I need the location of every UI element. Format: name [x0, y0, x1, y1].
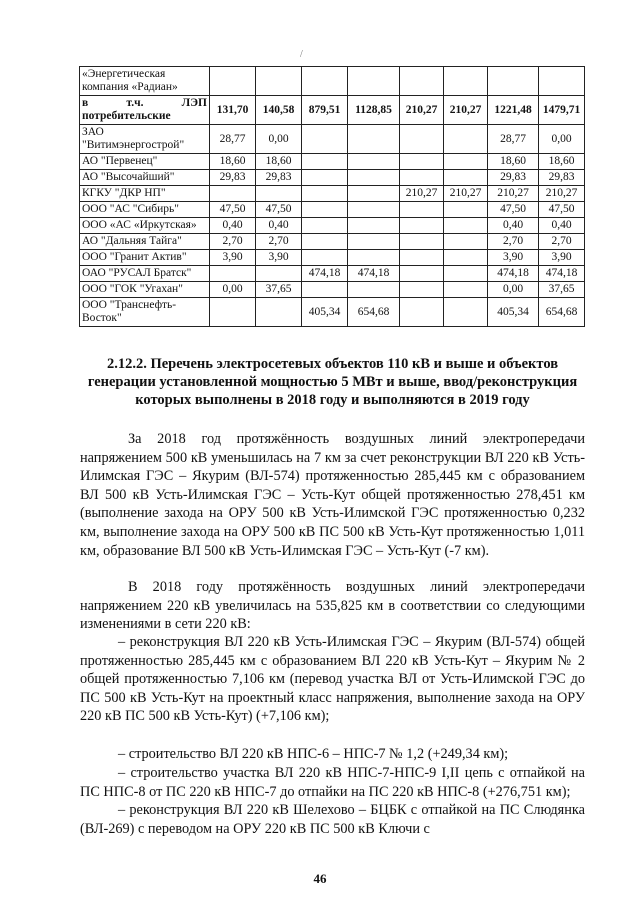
paragraph-220kv: В 2018 году протяжённость воздушных линий электропередачи напряжением 220 кВ увеличилась на 535,825 км в соответствии со следующими изменениями в сети 220 кВ:	[80, 579, 585, 633]
value-cell: 654,68	[348, 298, 400, 327]
value-cell: 474,18	[539, 266, 585, 282]
value-cell: 28,77	[488, 125, 539, 154]
value-cell: 47,50	[210, 202, 256, 218]
value-cell	[444, 266, 488, 282]
value-cell	[488, 67, 539, 96]
value-cell	[444, 202, 488, 218]
value-cell: 37,65	[256, 282, 302, 298]
table-row	[80, 250, 585, 266]
value-cell: 3,90	[488, 250, 539, 266]
value-cell	[444, 250, 488, 266]
value-cell	[348, 154, 400, 170]
value-cell	[210, 298, 256, 327]
value-cell: 210,27	[444, 96, 488, 125]
table-row	[80, 266, 585, 282]
value-cell: 1128,85	[348, 96, 400, 125]
value-cell: 18,60	[539, 154, 585, 170]
value-cell	[210, 186, 256, 202]
value-cell: 474,18	[348, 266, 400, 282]
value-cell: 210,27	[400, 186, 444, 202]
table-row	[80, 67, 585, 96]
organization-name-cell: ООО "Транснефть-Восток"	[80, 298, 210, 327]
value-cell	[348, 186, 400, 202]
value-cell: 18,60	[256, 154, 302, 170]
value-cell	[400, 234, 444, 250]
value-cell: 47,50	[539, 202, 585, 218]
organization-name-cell: ОАО "РУСАЛ Братск"	[80, 266, 210, 282]
value-cell	[302, 218, 348, 234]
value-cell: 0,00	[210, 282, 256, 298]
consumer-lines-table	[79, 66, 585, 327]
value-cell	[348, 67, 400, 96]
value-cell	[256, 186, 302, 202]
value-cell	[400, 67, 444, 96]
organization-name-cell: в т.ч. ЛЭП потребительские	[80, 96, 210, 125]
value-cell: 405,34	[488, 298, 539, 327]
value-cell: 654,68	[539, 298, 585, 327]
table-row	[80, 202, 585, 218]
value-cell: 2,70	[256, 234, 302, 250]
value-cell: 18,60	[210, 154, 256, 170]
table-row	[80, 170, 585, 186]
value-cell: 0,40	[488, 218, 539, 234]
value-cell: 140,58	[256, 96, 302, 125]
section-heading: 2.12.2. Перечень электросетевых объектов 110 кВ и выше и объектов генерации установленной мощностью 5 МВт и выше, ввод/реконструкция которых выполнены в 2018 году и выполняются в 2019 году	[87, 356, 578, 408]
value-cell: 3,90	[539, 250, 585, 266]
organization-name-cell: ООО "ГОК "Угахан"	[80, 282, 210, 298]
value-cell: 210,27	[400, 96, 444, 125]
value-cell	[444, 125, 488, 154]
organization-name-cell: ООО «АС «Иркутская»	[80, 218, 210, 234]
value-cell: 210,27	[488, 186, 539, 202]
organization-name-cell: АО "Высочайший"	[80, 170, 210, 186]
value-cell	[444, 282, 488, 298]
value-cell	[400, 250, 444, 266]
value-cell: 37,65	[539, 282, 585, 298]
value-cell	[302, 125, 348, 154]
paragraph-500kv: За 2018 год протяжённость воздушных линий электропередачи напряжением 500 кВ уменьшилась на 7 км за счет реконструкции ВЛ 220 кВ Усть-Илимская ГЭС – Якурим (ВЛ-574) протяженностью 285,445 км с образованием ВЛ 500 кВ Усть-Илимская ГЭС – Усть-Кут общей протяженностью 278,451 км (выполнение захода на ОРУ 500 кВ Усть-Илимской ГЭС протяженностью 0,232 км, выполнение захода на ОРУ 500 кВ ПС 500 кВ Усть-Кут протяженностью 1,011 км, образование ВЛ 500 кВ Усть-Илимская ГЭС – Усть-Кут (-7 км).	[80, 431, 585, 559]
value-cell	[444, 154, 488, 170]
value-cell: 0,00	[256, 125, 302, 154]
value-cell	[348, 250, 400, 266]
organization-name-cell: КГКУ "ДКР НП"	[80, 186, 210, 202]
value-cell	[400, 298, 444, 327]
table-row	[80, 218, 585, 234]
table-row	[80, 298, 585, 327]
value-cell	[400, 202, 444, 218]
table-row	[80, 125, 585, 154]
value-cell	[400, 125, 444, 154]
page-number: 46	[313, 871, 327, 886]
value-cell	[348, 170, 400, 186]
value-cell: 2,70	[210, 234, 256, 250]
value-cell	[302, 282, 348, 298]
value-cell	[400, 154, 444, 170]
value-cell	[302, 186, 348, 202]
value-cell: 1221,48	[488, 96, 539, 125]
value-cell	[302, 202, 348, 218]
value-cell	[302, 154, 348, 170]
value-cell	[444, 298, 488, 327]
value-cell: 474,18	[302, 266, 348, 282]
value-cell	[302, 170, 348, 186]
value-cell: 2,70	[539, 234, 585, 250]
value-cell	[210, 67, 256, 96]
value-cell	[302, 250, 348, 266]
value-cell	[348, 202, 400, 218]
value-cell: 28,77	[210, 125, 256, 154]
organization-name-cell: «Энергетическая компания «Радиан»	[80, 67, 210, 96]
value-cell: 2,70	[488, 234, 539, 250]
value-cell	[400, 282, 444, 298]
value-cell: 474,18	[488, 266, 539, 282]
value-cell: 3,90	[256, 250, 302, 266]
value-cell: 29,83	[210, 170, 256, 186]
value-cell	[400, 170, 444, 186]
value-cell: 29,83	[256, 170, 302, 186]
value-cell	[539, 67, 585, 96]
value-cell	[348, 218, 400, 234]
organization-name-cell: АО "Первенец"	[80, 154, 210, 170]
value-cell: 0,00	[539, 125, 585, 154]
value-cell: 879,51	[302, 96, 348, 125]
list-item-vl269: – реконструкция ВЛ 220 кВ Шелехово – БЦБК с отпайкой на ПС Слюдянка (ВЛ-269) с переводом на ОРУ 220 кВ ПС 500 кВ Ключи с	[80, 802, 585, 837]
value-cell: 0,40	[210, 218, 256, 234]
value-cell: 0,40	[539, 218, 585, 234]
value-cell	[210, 266, 256, 282]
value-cell	[348, 282, 400, 298]
value-cell: 29,83	[539, 170, 585, 186]
value-cell	[256, 266, 302, 282]
value-cell	[348, 234, 400, 250]
list-item-nps7-nps9: – строительство участка ВЛ 220 кВ НПС-7-НПС-9 I,II цепь с отпайкой на ПС НПС-8 от ПС 220 кВ НПС-7 до отпайки на ПС 220 кВ НПС-8 (+276,751 км);	[80, 765, 585, 800]
table-row	[80, 282, 585, 298]
value-cell: 0,00	[488, 282, 539, 298]
value-cell: 210,27	[539, 186, 585, 202]
scan-mark: /	[300, 49, 303, 60]
organization-name-cell: ООО "АС "Сибирь"	[80, 202, 210, 218]
value-cell: 131,70	[210, 96, 256, 125]
value-cell: 29,83	[488, 170, 539, 186]
value-cell	[302, 67, 348, 96]
value-cell	[400, 218, 444, 234]
value-cell: 18,60	[488, 154, 539, 170]
table-row	[80, 234, 585, 250]
value-cell	[400, 266, 444, 282]
list-item-vl574: – реконструкция ВЛ 220 кВ Усть-Илимская ГЭС – Якурим (ВЛ-574) общей протяженностью 285,445 км с образованием ВЛ 220 кВ Усть-Кут – Якурим № 2 общей протяженностью 7,106 км (перевод участка ВЛ от Усть-Илимской ГЭС до ПС 500 кВ Усть-Кут на проектный класс напряжения, выполнение захода на ОРУ 220 кВ ПС 500 кВ Усть-Кут) (+7,106 км);	[80, 634, 585, 725]
table-row	[80, 96, 585, 125]
table-row	[80, 154, 585, 170]
organization-name-cell: ООО "Гранит Актив"	[80, 250, 210, 266]
value-cell: 210,27	[444, 186, 488, 202]
value-cell: 0,40	[256, 218, 302, 234]
organization-name-cell: АО "Дальняя Тайга"	[80, 234, 210, 250]
organization-name-cell: ЗАО "Витимэнергострой"	[80, 125, 210, 154]
value-cell: 3,90	[210, 250, 256, 266]
value-cell	[444, 234, 488, 250]
value-cell	[444, 218, 488, 234]
value-cell	[302, 234, 348, 250]
value-cell: 405,34	[302, 298, 348, 327]
value-cell: 47,50	[256, 202, 302, 218]
value-cell	[348, 125, 400, 154]
value-cell	[444, 67, 488, 96]
value-cell	[256, 298, 302, 327]
value-cell: 1479,71	[539, 96, 585, 125]
value-cell	[444, 170, 488, 186]
table-row	[80, 186, 585, 202]
value-cell	[256, 67, 302, 96]
list-item-nps6-nps7: – строительство ВЛ 220 кВ НПС-6 – НПС-7 № 1,2 (+249,34 км);	[118, 746, 509, 762]
value-cell: 47,50	[488, 202, 539, 218]
